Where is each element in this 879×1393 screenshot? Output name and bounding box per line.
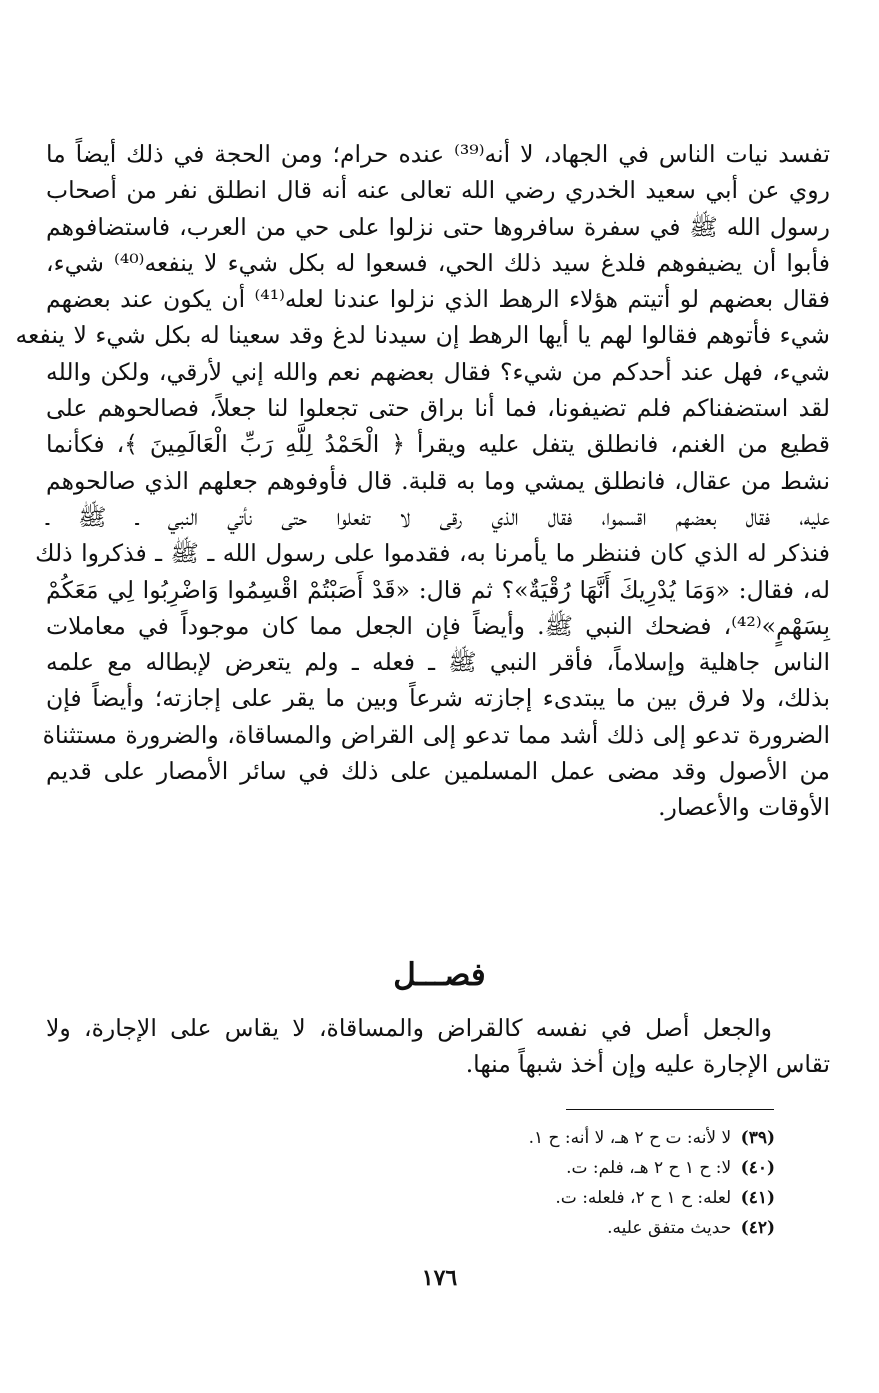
text-line: تقاس الإجارة عليه وإن أخذ شبهاً منها. xyxy=(465,1050,830,1079)
footnote-text: لعله: ح ١ ح ٢، فلعله: ت. xyxy=(555,1188,732,1208)
text-line: فأبوا أن يضيفوهم فلدغ سيد ذلك الحي، فسعوا له بكل شيء لا ينفعه⁽⁴⁰⁾ شيء، xyxy=(46,248,830,277)
text-line: فقال بعضهم لو أتيتم هؤلاء الرهط الذي نزلوا عندنا لعله⁽⁴¹⁾ أن يكون عند بعضهم xyxy=(46,285,830,314)
footnote xyxy=(275,1123,775,1153)
text-line: فنذكر له الذي كان فننظر ما يأمرنا به، فقدموا على رسول الله ـ ﷺ ـ فذكروا ذلك xyxy=(35,539,830,568)
text-line: بِسَهْمٍ»⁽⁴²⁾، فضحك النبي ﷺ. وأيضاً فإن الجعل مما كان موجوداً في معاملات xyxy=(46,611,830,640)
text-line: الناس جاهلية وإسلاماً، فأقر النبي ﷺ ـ فعله ـ ولم يتعرض لإبطاله مع علمه xyxy=(46,648,830,677)
footnote-number: (٤١) xyxy=(740,1188,775,1208)
footnote-number: (٤٢) xyxy=(740,1218,775,1238)
text-line: الأوقات والأعصار. xyxy=(658,793,830,822)
footnote-number: (٣٩) xyxy=(740,1128,775,1148)
text-line: له، فقال: «وَمَا يُدْرِيكَ أَنَّهَا رُقْيَةٌ»؟ ثم قال: «قَدْ أَصَبْتُمْ اقْسِمُوا وَاضْرِبُوا لِي مَعَكُمْ xyxy=(46,575,830,604)
section-heading: فصـــل xyxy=(393,957,486,993)
text-line: روي عن أبي سعيد الخدري رضي الله تعالى عنه أنه قال انطلق نفر من أصحاب xyxy=(46,176,830,205)
footnote-text: لا: ح ١ ح ٢ هـ، فلم: ت. xyxy=(566,1158,732,1178)
footnote-text: لا لأنه: ت ح ٢ هـ، لا أنه: ح ١. xyxy=(528,1128,732,1148)
body-text xyxy=(15,136,830,826)
text-line: شيء، فهل عند أحدكم من شيء؟ فقال بعضهم نعم والله إني لأرقي، ولكن والله xyxy=(46,357,830,386)
text-line: تفسد نيات الناس في الجهاد، لا أنه⁽³⁹⁾ عنده حرام؛ ومن الحجة في ذلك أيضاً ما xyxy=(46,140,830,168)
footnote-divider xyxy=(566,1109,774,1110)
text-line: من الأصول وقد مضى عمل المسلمين على ذلك في سائر الأمصار على قديم xyxy=(46,757,830,786)
footnote-number: (٤٠) xyxy=(740,1158,775,1178)
footnote xyxy=(275,1213,775,1243)
text-line: شيء فأتوهم فقالوا لهم يا أيها الرهط إن سيدنا لدغ وقد سعينا له بكل شيء لا ينفعه xyxy=(15,321,830,350)
text-line: رسول الله ﷺ في سفرة سافروها حتى نزلوا على حي من العرب، فاستضافوهم xyxy=(46,212,830,241)
footnote-text: حديث متفق عليه. xyxy=(607,1218,732,1238)
text-line: بذلك، ولا فرق بين ما يبتدىء إجازته شرعاً وبين ما يقر على إجازته؛ وأيضاً فإن xyxy=(46,684,830,713)
text-line: لقد استضفناكم فلم تضيفونا، فما أنا براق حتى تجعلوا لنا جعلاً، فصالحوهم على xyxy=(46,394,830,423)
section-text xyxy=(46,1010,830,1083)
text-line: الضرورة تدعو إلى ذلك أشد مما تدعو إلى القراض والمساقاة، والضرورة مستثناة xyxy=(42,720,830,749)
text-line: قطيع من الغنم، فانطلق يتفل عليه ويقرأ ﴿ الْحَمْدُ لِلَّهِ رَبِّ الْعَالَمِينَ ﴾، فكأنما xyxy=(46,430,830,459)
text-line: عليه، فقال بعضهم اقسموا، فقال الذي رقى لا تفعلوا حتى نأتي النبي ـ ﷺ ـ xyxy=(46,502,830,531)
footnote xyxy=(275,1153,775,1183)
text-line: نشط من عقال، فانطلق يمشي وما به قلبة. قال فأوفوهم جعلهم الذي صالحوهم xyxy=(46,466,830,495)
footnote xyxy=(275,1183,775,1213)
page-number: ١٧٦ xyxy=(421,1265,458,1291)
text-line: والجعل أصل في نفسه كالقراض والمساقاة، لا يقاس على الإجارة، ولا xyxy=(46,1014,772,1042)
footnotes xyxy=(275,1123,775,1243)
